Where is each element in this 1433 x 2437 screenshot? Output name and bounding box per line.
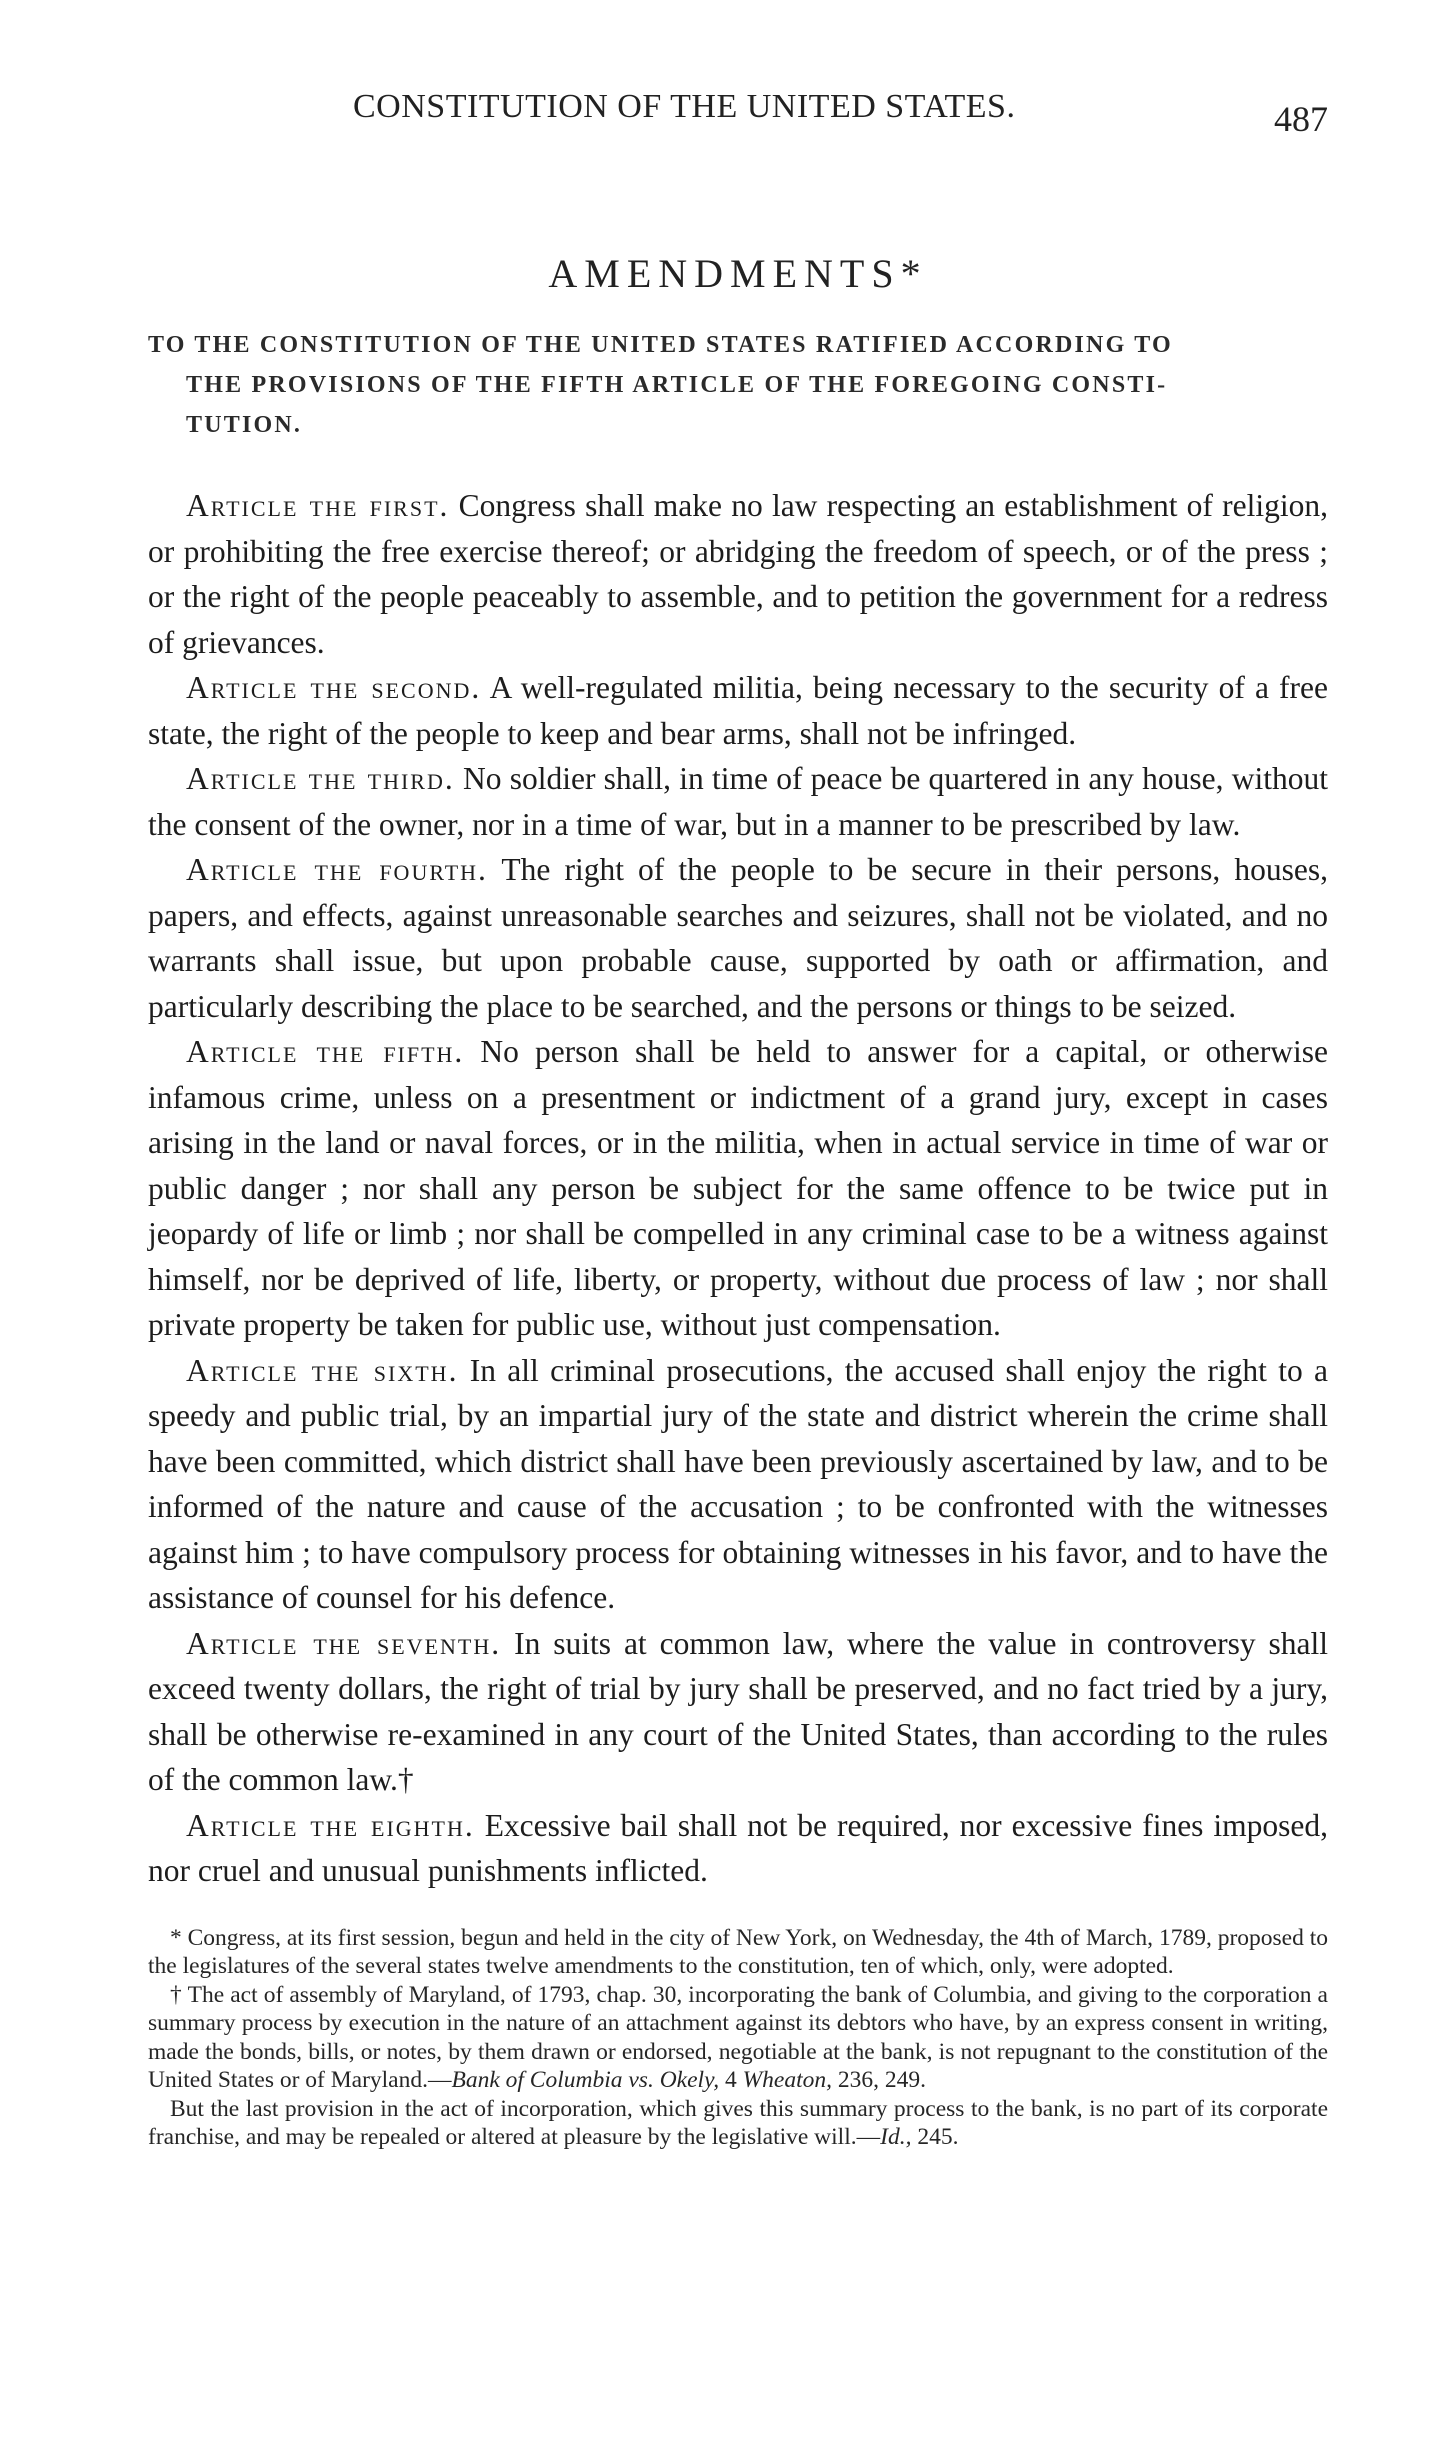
article-sixth [148, 1348, 1328, 1621]
reporter-name: Wheaton, [742, 2067, 832, 2093]
citation-pages: 236, 249. [832, 2067, 926, 2093]
running-head [148, 80, 1328, 140]
article-text: No soldier shall, in time of peace be quartered in any house, without the consent of the owner, nor in a time of war, but in a manner to be prescribed by law. [148, 761, 1328, 842]
article-label: Article the fourth. [186, 852, 488, 887]
subtitle-line-3: TUTION. [186, 412, 303, 438]
footnote-text: † The act of assembly of Maryland, of 1793, chap. 30, incorporating the bank of Columbia, and giving to the corporation a summary process by execution in the nature of an attachment against its debtors who have, by an express consent in writing, made the bonds, bills, or notes, by them drawn or endorsed, negotiable at the bank, is not repugnant to the constitution of the United States or of Maryland.— [148, 1981, 1328, 2093]
article-first [148, 483, 1328, 665]
article-label: Article the sixth. [186, 1352, 459, 1388]
article-third [148, 756, 1328, 847]
citation-volume: 4 [719, 2067, 743, 2093]
article-text: The right of the people to be secure in their persons, houses, papers, and effects, against unreasonable searches and seizures, shall not be violated, and no warrants shall issue, but upon probable cause, supported by oath or affirmation, and particularly describing the place to be searched, and the persons or things to be seized. [148, 852, 1328, 1024]
subtitle-line-2: THE PROVISIONS OF THE FIFTH ARTICLE OF THE FOREGOING CONSTI- [186, 372, 1168, 398]
case-citation: Bank of Columbia vs. Okely, [451, 2067, 720, 2093]
article-fourth [148, 847, 1328, 1029]
article-label: Article the eighth. [186, 1807, 475, 1843]
article-second [148, 665, 1328, 756]
article-label: Article the third. [186, 761, 455, 796]
article-text: In suits at common law, where the value in controversy shall exceed twenty dollars, the right of trial by jury shall be preserved, and no fact tried by a jury, shall be otherwise re-examined in any court of the United States, than according to the rules of the common law.† [148, 1625, 1329, 1797]
footnote-congress: * Congress, at its first session, begun and held in the city of New York, on Wednesday, the 4th of March, 1789, proposed to the legislatures of the several states twelve amendments to the constitution, ten of which, only, were adopted. [148, 1924, 1328, 1979]
articles-section [148, 483, 1328, 1894]
amendments-subtitle [148, 325, 1328, 445]
article-label: Article the first. [186, 488, 450, 523]
article-text: Excessive bail shall not be required, nor excessive fines imposed, nor cruel and unusual punishments inflicted. [148, 1807, 1328, 1888]
subtitle-line-1: TO THE CONSTITUTION OF THE UNITED STATES RATIFIED ACCORDING TO [148, 332, 1173, 358]
id-citation: Id., [880, 2124, 912, 2150]
document-page [148, 80, 1328, 2152]
citation-pages: 245. [911, 2124, 959, 2150]
article-text: A well-regulated militia, being necessary to the security of a free state, the right of the people to keep and bear arms, shall not be infringed. [148, 670, 1329, 751]
article-seventh [148, 1621, 1328, 1803]
article-fifth [148, 1029, 1328, 1348]
article-text: Congress shall make no law respecting an establishment of religion, or prohibiting the free exercise thereof; or abridging the freedom of speech, or of the press ; or the right of the people peaceably to assemble, and to petition the government for a redress of grievances. [148, 488, 1328, 660]
article-label: Article the fifth. [186, 1034, 465, 1069]
footnote-text: But the last provision in the act of incorporation, which gives this summary process to the bank, is no part of its corporate franchise, and may be repealed or altered at pleasure by the legislative will.— [148, 2095, 1328, 2150]
article-label: Article the seventh. [186, 1625, 502, 1661]
footnotes [148, 1924, 1328, 2152]
article-text: No person shall be held to answer for a capital, or otherwise infamous crime, unless on a presentment or indictment of a grand jury, except in cases arising in the land or naval forces, or in the militia, when in actual service in time of war or public danger ; nor shall any person be subject for the same offence to be twice put in jeopardy of life or limb ; nor shall be compelled in any criminal case to be a witness against himself, nor be deprived of life, liberty, or property, without due process of law ; nor shall private property be taken for public use, without just compensation. [148, 1034, 1328, 1342]
page-number: 487 [1274, 99, 1328, 139]
article-text: In all criminal prosecutions, the accused shall enjoy the right to a speedy and public trial, by an impartial jury of the state and district wherein the crime shall have been committed, which district shall have been previously ascertained by law, and to be informed of the nature and cause of the accusation ; to be confronted with the witnesses against him ; to have compulsory process for obtaining witnesses in his favor, and to have the assistance of counsel for his defence. [148, 1352, 1328, 1615]
footnote-last-provision [148, 2095, 1328, 2152]
article-eighth [148, 1803, 1328, 1894]
footnote-maryland-act [148, 1981, 1328, 2095]
article-label: Article the second. [186, 670, 482, 705]
amendments-title: AMENDMENTS* [548, 251, 928, 296]
running-title: CONSTITUTION OF THE UNITED STATES. [353, 88, 1016, 125]
